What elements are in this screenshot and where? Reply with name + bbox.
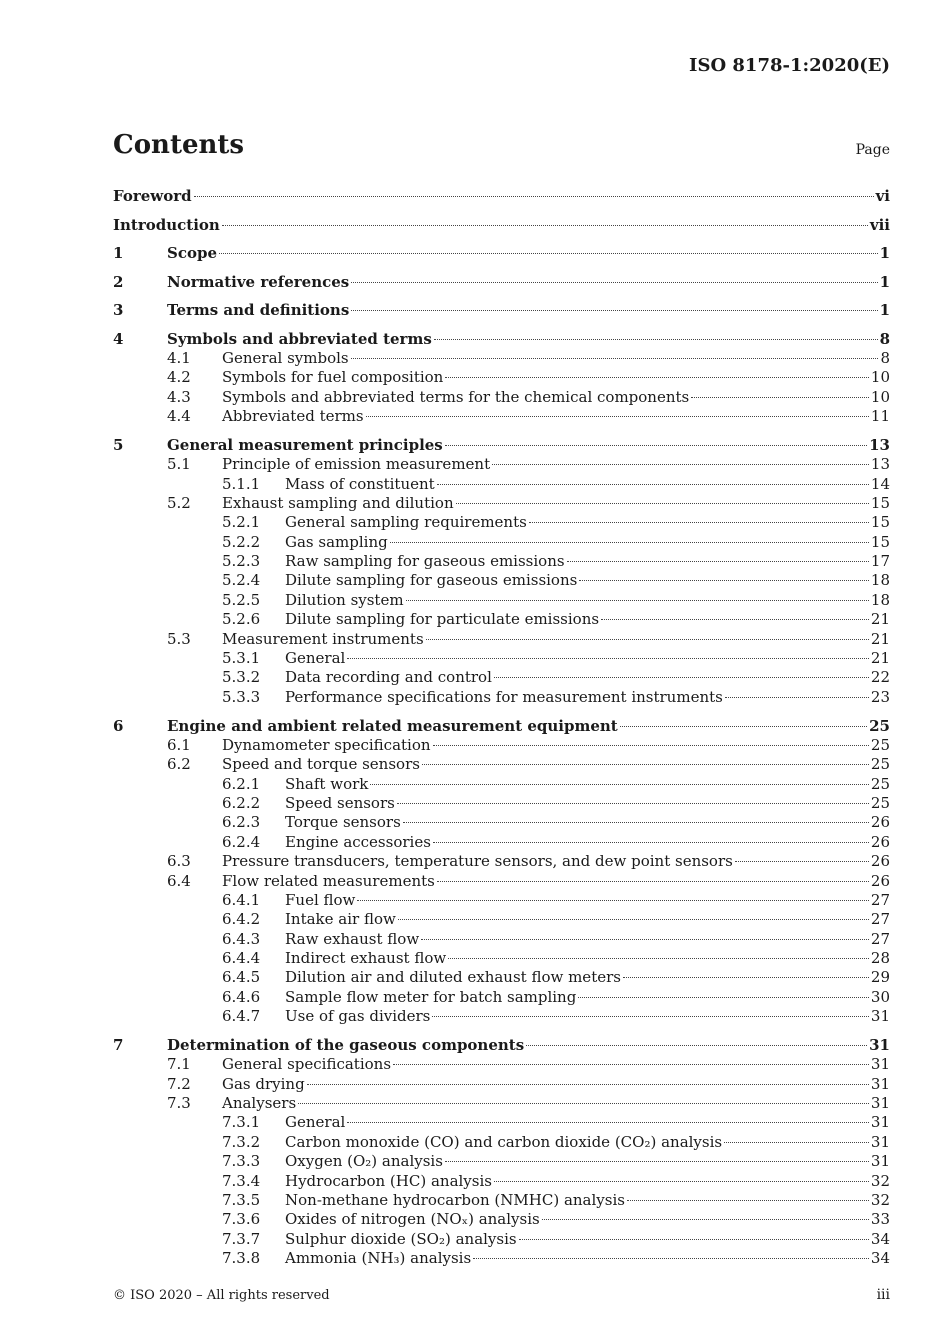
toc-entry[interactable] <box>113 1152 890 1171</box>
toc-entry-title[interactable]: Normative references <box>167 272 350 291</box>
dot-leader <box>445 445 867 446</box>
toc-entry-number: 5.1 <box>167 455 191 474</box>
toc-entry-page[interactable]: 30 <box>870 987 890 1006</box>
toc-entry-number: 2 <box>113 272 124 291</box>
toc-entry-title[interactable]: Raw exhaust flow <box>285 929 420 948</box>
dot-leader <box>397 803 869 804</box>
toc-entry[interactable] <box>113 833 890 852</box>
toc-entry[interactable] <box>113 775 890 794</box>
dot-leader <box>347 658 869 659</box>
toc-entry-title[interactable]: Non-methane hydrocarbon (NMHC) analysis <box>285 1190 625 1209</box>
toc-entry[interactable] <box>113 513 890 532</box>
toc-entry-page[interactable]: 18 <box>870 571 890 590</box>
toc-entry-number: 7.3.8 <box>222 1249 261 1268</box>
toc-entry-page[interactable]: 31 <box>869 1036 890 1055</box>
toc-entry-page[interactable]: 15 <box>870 532 890 551</box>
toc-entry[interactable] <box>113 1094 890 1113</box>
toc-entry-title[interactable]: Hydrocarbon (HC) analysis <box>285 1171 492 1190</box>
toc-entry-number: 6 <box>113 716 124 735</box>
toc-entry-title[interactable]: Introduction <box>113 215 220 234</box>
toc-entry-page[interactable]: 22 <box>870 668 890 687</box>
toc-entry[interactable] <box>113 292 890 321</box>
toc-entry[interactable] <box>113 533 890 552</box>
toc-entry[interactable] <box>113 872 890 891</box>
dot-leader <box>351 310 877 311</box>
toc-entry[interactable] <box>113 688 890 707</box>
dot-leader <box>529 522 869 523</box>
dot-leader <box>357 900 869 901</box>
toc-entry-title[interactable]: Dilution system <box>285 590 404 609</box>
toc-entry-title[interactable]: Speed and torque sensors <box>222 755 420 774</box>
toc-entry-page[interactable]: 28 <box>870 949 890 968</box>
toc-entry[interactable] <box>113 388 890 407</box>
dot-leader <box>351 282 877 283</box>
toc-entry-page[interactable]: 27 <box>870 890 890 909</box>
document-id: ISO 8178-1:2020(E) <box>689 55 890 76</box>
toc-entry-title[interactable]: Principle of emission measurement <box>222 455 491 474</box>
dot-leader <box>434 339 878 340</box>
toc-entry[interactable] <box>113 707 890 736</box>
toc-entry-page[interactable]: 25 <box>869 716 890 735</box>
dot-leader <box>307 1084 869 1085</box>
toc-entry-title[interactable]: Engine accessories <box>285 832 431 851</box>
dot-leader <box>724 1142 869 1143</box>
toc-entry-number: 7.1 <box>167 1055 191 1074</box>
toc-entry-page[interactable]: vii <box>869 215 890 234</box>
toc-entry-page[interactable]: 31 <box>870 1007 890 1026</box>
toc-entry-title[interactable]: Performance specifications for measurement instruments <box>285 687 723 706</box>
toc-entry-number: 6.2 <box>167 755 191 774</box>
toc-entry[interactable] <box>113 1133 890 1152</box>
toc-entry-title[interactable]: Gas drying <box>222 1074 305 1093</box>
toc-entry-title[interactable]: Indirect exhaust flow <box>285 949 447 968</box>
toc-entry-number: 5.3.2 <box>222 668 261 687</box>
toc-entry[interactable] <box>113 206 890 235</box>
toc-entry-page[interactable]: 29 <box>870 968 890 987</box>
toc-entry-title[interactable]: Carbon monoxide (CO) and carbon dioxide (CO₂) analysis <box>285 1132 723 1151</box>
toc-entry[interactable] <box>113 571 890 590</box>
toc-entry[interactable] <box>113 455 890 474</box>
toc-entry[interactable] <box>113 891 890 910</box>
toc-entry-number: 4.1 <box>167 348 191 367</box>
toc-entry-page[interactable]: 27 <box>870 910 890 929</box>
toc-entry-page[interactable]: 34 <box>870 1249 890 1268</box>
toc-entry-title[interactable]: Intake air flow <box>285 910 396 929</box>
toc-entry-page[interactable]: 15 <box>870 513 890 532</box>
toc-entry[interactable] <box>113 1210 890 1229</box>
toc-entry-page[interactable]: 34 <box>870 1229 890 1248</box>
dot-leader <box>433 745 869 746</box>
toc-entry-page[interactable]: 23 <box>870 687 890 706</box>
toc-entry[interactable] <box>113 1172 890 1191</box>
toc-entry-title[interactable]: Sulphur dioxide (SO₂) analysis <box>285 1229 517 1248</box>
toc-entry-page[interactable]: 25 <box>870 774 890 793</box>
toc-entry-title[interactable]: Engine and ambient related measurement equipment <box>167 716 618 735</box>
toc-entry-page[interactable]: 18 <box>870 590 890 609</box>
toc-entry-number: 6.4 <box>167 871 191 890</box>
toc-entry-number: 6.4.1 <box>222 890 261 909</box>
toc-entry-title[interactable]: General <box>285 1113 346 1132</box>
toc-entry-title[interactable]: General sampling requirements <box>285 513 527 532</box>
toc-entry-number: 7.3.2 <box>222 1132 261 1151</box>
toc-entry-title[interactable]: Mass of constituent <box>285 474 435 493</box>
dot-leader <box>445 377 869 378</box>
toc-entry-title[interactable]: Determination of the gaseous components <box>167 1036 525 1055</box>
dot-leader <box>492 464 869 465</box>
toc-entry-title[interactable]: Shaft work <box>285 774 369 793</box>
dot-leader <box>351 358 879 359</box>
toc-entry-page[interactable]: 10 <box>870 387 890 406</box>
toc-entry-number: 7.2 <box>167 1074 191 1093</box>
dot-leader <box>448 958 869 959</box>
toc-entry-number: 5.3 <box>167 629 191 648</box>
toc-entry-number: 6.2.3 <box>222 813 261 832</box>
toc-entry[interactable] <box>113 1191 890 1210</box>
toc-entry[interactable] <box>113 910 890 929</box>
dot-leader <box>347 1122 869 1123</box>
dot-leader <box>366 416 869 417</box>
toc-entry-title[interactable]: General specifications <box>222 1055 392 1074</box>
dot-leader <box>406 600 869 601</box>
toc-entry-page[interactable]: 21 <box>870 610 890 629</box>
toc-entry[interactable] <box>113 494 890 513</box>
page-number: iii <box>876 1287 890 1303</box>
toc-entry-page[interactable]: 26 <box>870 832 890 851</box>
toc-entry-number: 6.4.2 <box>222 910 261 929</box>
toc-entry[interactable] <box>113 794 890 813</box>
dot-leader <box>222 225 868 226</box>
toc-entry[interactable] <box>113 930 890 949</box>
toc-entry-title[interactable]: Symbols and abbreviated terms <box>167 329 432 348</box>
toc-entry[interactable] <box>113 813 890 832</box>
dot-leader <box>437 484 869 485</box>
toc-entry-page[interactable]: 33 <box>870 1210 890 1229</box>
toc-entry-page[interactable]: 8 <box>879 329 890 348</box>
toc-entry-number: 4.3 <box>167 387 191 406</box>
toc-entry[interactable] <box>113 349 890 368</box>
toc-entry-title[interactable]: Scope <box>167 244 218 263</box>
toc-entry[interactable] <box>113 1027 890 1056</box>
dot-leader <box>445 1161 869 1162</box>
toc-entry-number: 6.2.2 <box>222 793 261 812</box>
toc-entry-page[interactable]: 25 <box>870 755 890 774</box>
dot-leader <box>433 842 869 843</box>
dot-leader <box>526 1045 867 1046</box>
toc-entry-number: 7.3.1 <box>222 1113 261 1132</box>
toc-entry-page[interactable]: 31 <box>870 1055 890 1074</box>
toc-entry-title[interactable]: Oxygen (O₂) analysis <box>285 1152 443 1171</box>
dot-leader <box>623 977 869 978</box>
toc-entry-page[interactable]: 26 <box>870 813 890 832</box>
copyright-notice: © ISO 2020 – All rights reserved <box>113 1288 330 1303</box>
toc-entry-number: 7 <box>113 1036 124 1055</box>
toc-entry[interactable] <box>113 852 890 871</box>
dot-leader <box>219 253 878 254</box>
toc-entry-number: 1 <box>113 244 124 263</box>
dot-leader <box>298 1103 869 1104</box>
toc-entry-number: 7.3.4 <box>222 1171 261 1190</box>
toc-entry-title[interactable]: Oxides of nitrogen (NOₓ) analysis <box>285 1210 540 1229</box>
toc-entry-page[interactable]: 1 <box>879 301 890 320</box>
toc-entry-page[interactable]: 31 <box>870 1094 890 1113</box>
toc-entry-page[interactable]: 1 <box>879 272 890 291</box>
toc-entry-title[interactable]: Dilution air and diluted exhaust flow meters <box>285 968 621 987</box>
toc-entry-title[interactable]: Gas sampling <box>285 532 388 551</box>
toc-entry[interactable] <box>113 263 890 292</box>
dot-leader <box>578 997 869 998</box>
dot-leader <box>542 1219 869 1220</box>
toc-entry-page[interactable]: 13 <box>869 436 890 455</box>
toc-entry[interactable] <box>113 988 890 1007</box>
toc-entry-title[interactable]: Speed sensors <box>285 793 395 812</box>
toc-entry-page[interactable]: 27 <box>870 929 890 948</box>
toc-entry-page[interactable]: 14 <box>870 474 890 493</box>
toc-entry-number: 5 <box>113 436 124 455</box>
toc-entry-number: 7.3.6 <box>222 1210 261 1229</box>
dot-leader <box>494 677 869 678</box>
dot-leader <box>426 639 869 640</box>
toc-entry-title[interactable]: Raw sampling for gaseous emissions <box>285 552 565 571</box>
toc-entry-number: 4 <box>113 329 124 348</box>
toc-entry-title[interactable]: General symbols <box>222 348 349 367</box>
toc-entry-number: 7.3.5 <box>222 1190 261 1209</box>
toc-entry-title[interactable]: Dilute sampling for gaseous emissions <box>285 571 578 590</box>
toc-entry-number: 5.1.1 <box>222 474 261 493</box>
toc-entry-number: 5.2.2 <box>222 532 261 551</box>
toc-entry-page[interactable]: 10 <box>870 368 890 387</box>
dot-leader <box>601 619 869 620</box>
toc-entry[interactable] <box>113 736 890 755</box>
toc-entry-page[interactable]: 31 <box>870 1152 890 1171</box>
dot-leader <box>390 542 869 543</box>
page-title: Contents <box>113 130 245 160</box>
toc-entry-page[interactable]: 15 <box>870 493 890 512</box>
toc-entry-page[interactable]: 1 <box>879 244 890 263</box>
dot-leader <box>432 1016 869 1017</box>
dot-leader <box>735 861 869 862</box>
toc-entry-number: 6.3 <box>167 852 191 871</box>
toc-entry-number: 5.2 <box>167 493 191 512</box>
dot-leader <box>519 1239 869 1240</box>
toc-entry-title[interactable]: Dynamometer specification <box>222 735 431 754</box>
dot-leader <box>691 397 869 398</box>
toc-entry-number: 6.2.1 <box>222 774 261 793</box>
toc-entry-title[interactable]: Fuel flow <box>285 890 356 909</box>
toc-entry-number: 6.4.6 <box>222 987 261 1006</box>
toc-entry[interactable] <box>113 1007 890 1026</box>
toc-entry[interactable] <box>113 552 890 571</box>
toc-entry[interactable] <box>113 235 890 264</box>
dot-leader <box>194 196 874 197</box>
toc-entry-title[interactable]: Abbreviated terms <box>222 407 364 426</box>
toc-entry[interactable] <box>113 1113 890 1132</box>
toc-entry-number: 5.3.1 <box>222 649 261 668</box>
dot-leader <box>422 764 869 765</box>
toc-entry[interactable] <box>113 649 890 668</box>
dot-leader <box>567 561 869 562</box>
toc-entry-title[interactable]: Symbols and abbreviated terms for the chemical components <box>222 387 690 406</box>
toc-entry-number: 4.4 <box>167 407 191 426</box>
toc-entry-number: 6.2.4 <box>222 832 261 851</box>
toc-entry[interactable] <box>113 320 890 349</box>
toc-entry-number: 6.1 <box>167 735 191 754</box>
dot-leader <box>393 1064 869 1065</box>
toc-entry-number: 6.4.7 <box>222 1007 261 1026</box>
toc-entry[interactable] <box>113 1230 890 1249</box>
dot-leader <box>494 1181 869 1182</box>
toc-entry-number: 5.2.5 <box>222 590 261 609</box>
toc-entry-title[interactable]: Data recording and control <box>285 668 492 687</box>
toc-entry-number: 3 <box>113 301 124 320</box>
toc-entry-title[interactable]: Analysers <box>222 1094 297 1113</box>
toc-entry[interactable] <box>113 1249 890 1268</box>
toc-entry-page[interactable]: 13 <box>870 455 890 474</box>
toc-entry[interactable] <box>113 427 890 456</box>
toc-entry[interactable] <box>113 630 890 649</box>
toc-entry[interactable] <box>113 591 890 610</box>
toc-entry-title[interactable]: Pressure transducers, temperature sensors, and dew point sensors <box>222 852 733 871</box>
page-column-label: Page <box>855 142 890 158</box>
dot-leader <box>403 822 869 823</box>
toc-entry[interactable] <box>113 1075 890 1094</box>
toc-entry-number: 6.4.4 <box>222 949 261 968</box>
toc-entry-page[interactable]: 21 <box>870 629 890 648</box>
toc-entry-page[interactable]: 26 <box>870 852 890 871</box>
toc-entry-number: 4.2 <box>167 368 191 387</box>
toc-entry-page[interactable]: 21 <box>870 649 890 668</box>
toc-entry-page[interactable]: 11 <box>870 407 890 426</box>
toc-entry-title[interactable]: General <box>285 649 346 668</box>
toc-entry-title[interactable]: Flow related measurements <box>222 871 435 890</box>
toc-entry-number: 6.4.5 <box>222 968 261 987</box>
toc-entry[interactable] <box>113 368 890 387</box>
toc-entry-number: 5.3.3 <box>222 687 261 706</box>
dot-leader <box>370 784 869 785</box>
dot-leader <box>437 881 869 882</box>
dot-leader <box>620 726 867 727</box>
dot-leader <box>456 503 869 504</box>
toc-entry-title[interactable]: Exhaust sampling and dilution <box>222 493 454 512</box>
dot-leader <box>627 1200 869 1201</box>
toc-entry-page[interactable]: 25 <box>870 735 890 754</box>
toc-entry-page[interactable]: 32 <box>870 1190 890 1209</box>
toc-entry-page[interactable]: 31 <box>870 1113 890 1132</box>
dot-leader <box>398 919 869 920</box>
toc-entry-title[interactable]: Measurement instruments <box>222 629 424 648</box>
toc-entry[interactable] <box>113 1055 890 1074</box>
toc-entry[interactable] <box>113 668 890 687</box>
toc-entry-page[interactable]: 31 <box>870 1074 890 1093</box>
toc-entry-title[interactable]: Torque sensors <box>285 813 401 832</box>
toc-entry-title[interactable]: Sample flow meter for batch sampling <box>285 987 577 1006</box>
toc-entry-title[interactable]: General measurement principles <box>167 436 443 455</box>
toc-entry-page[interactable]: 32 <box>870 1171 890 1190</box>
toc-entry-number: 7.3.7 <box>222 1229 261 1248</box>
toc-entry-title[interactable]: Symbols for fuel composition <box>222 368 444 387</box>
toc-entry[interactable] <box>113 610 890 629</box>
toc-entry-title[interactable]: Terms and definitions <box>167 301 350 320</box>
toc-entry-number: 7.3 <box>167 1094 191 1113</box>
toc-entry-title[interactable]: Ammonia (NH₃) analysis <box>285 1249 472 1268</box>
toc-entry-page[interactable]: vi <box>875 187 890 205</box>
table-of-contents <box>113 186 890 1269</box>
dot-leader <box>421 939 869 940</box>
toc-entry-page[interactable]: 17 <box>870 552 890 571</box>
toc-entry[interactable] <box>113 755 890 774</box>
toc-entry-page[interactable]: 31 <box>870 1132 890 1151</box>
toc-entry[interactable] <box>113 407 890 426</box>
toc-entry-page[interactable]: 8 <box>880 348 890 367</box>
dot-leader <box>579 580 869 581</box>
toc-entry-page[interactable]: 25 <box>870 793 890 812</box>
toc-entry-page[interactable]: 26 <box>870 871 890 890</box>
toc-entry[interactable] <box>113 186 890 206</box>
toc-entry[interactable] <box>113 949 890 968</box>
toc-entry-title[interactable]: Foreword <box>113 187 192 205</box>
toc-entry[interactable] <box>113 968 890 987</box>
toc-entry-number: 5.2.3 <box>222 552 261 571</box>
toc-entry-title[interactable]: Dilute sampling for particulate emissions <box>285 610 600 629</box>
toc-entry[interactable] <box>113 475 890 494</box>
toc-entry-number: 6.4.3 <box>222 929 261 948</box>
dot-leader <box>725 697 869 698</box>
toc-entry-number: 5.2.6 <box>222 610 261 629</box>
toc-entry-number: 5.2.1 <box>222 513 261 532</box>
toc-entry-number: 7.3.3 <box>222 1152 261 1171</box>
toc-entry-number: 5.2.4 <box>222 571 261 590</box>
dot-leader <box>473 1258 869 1259</box>
toc-entry-title[interactable]: Use of gas dividers <box>285 1007 431 1026</box>
